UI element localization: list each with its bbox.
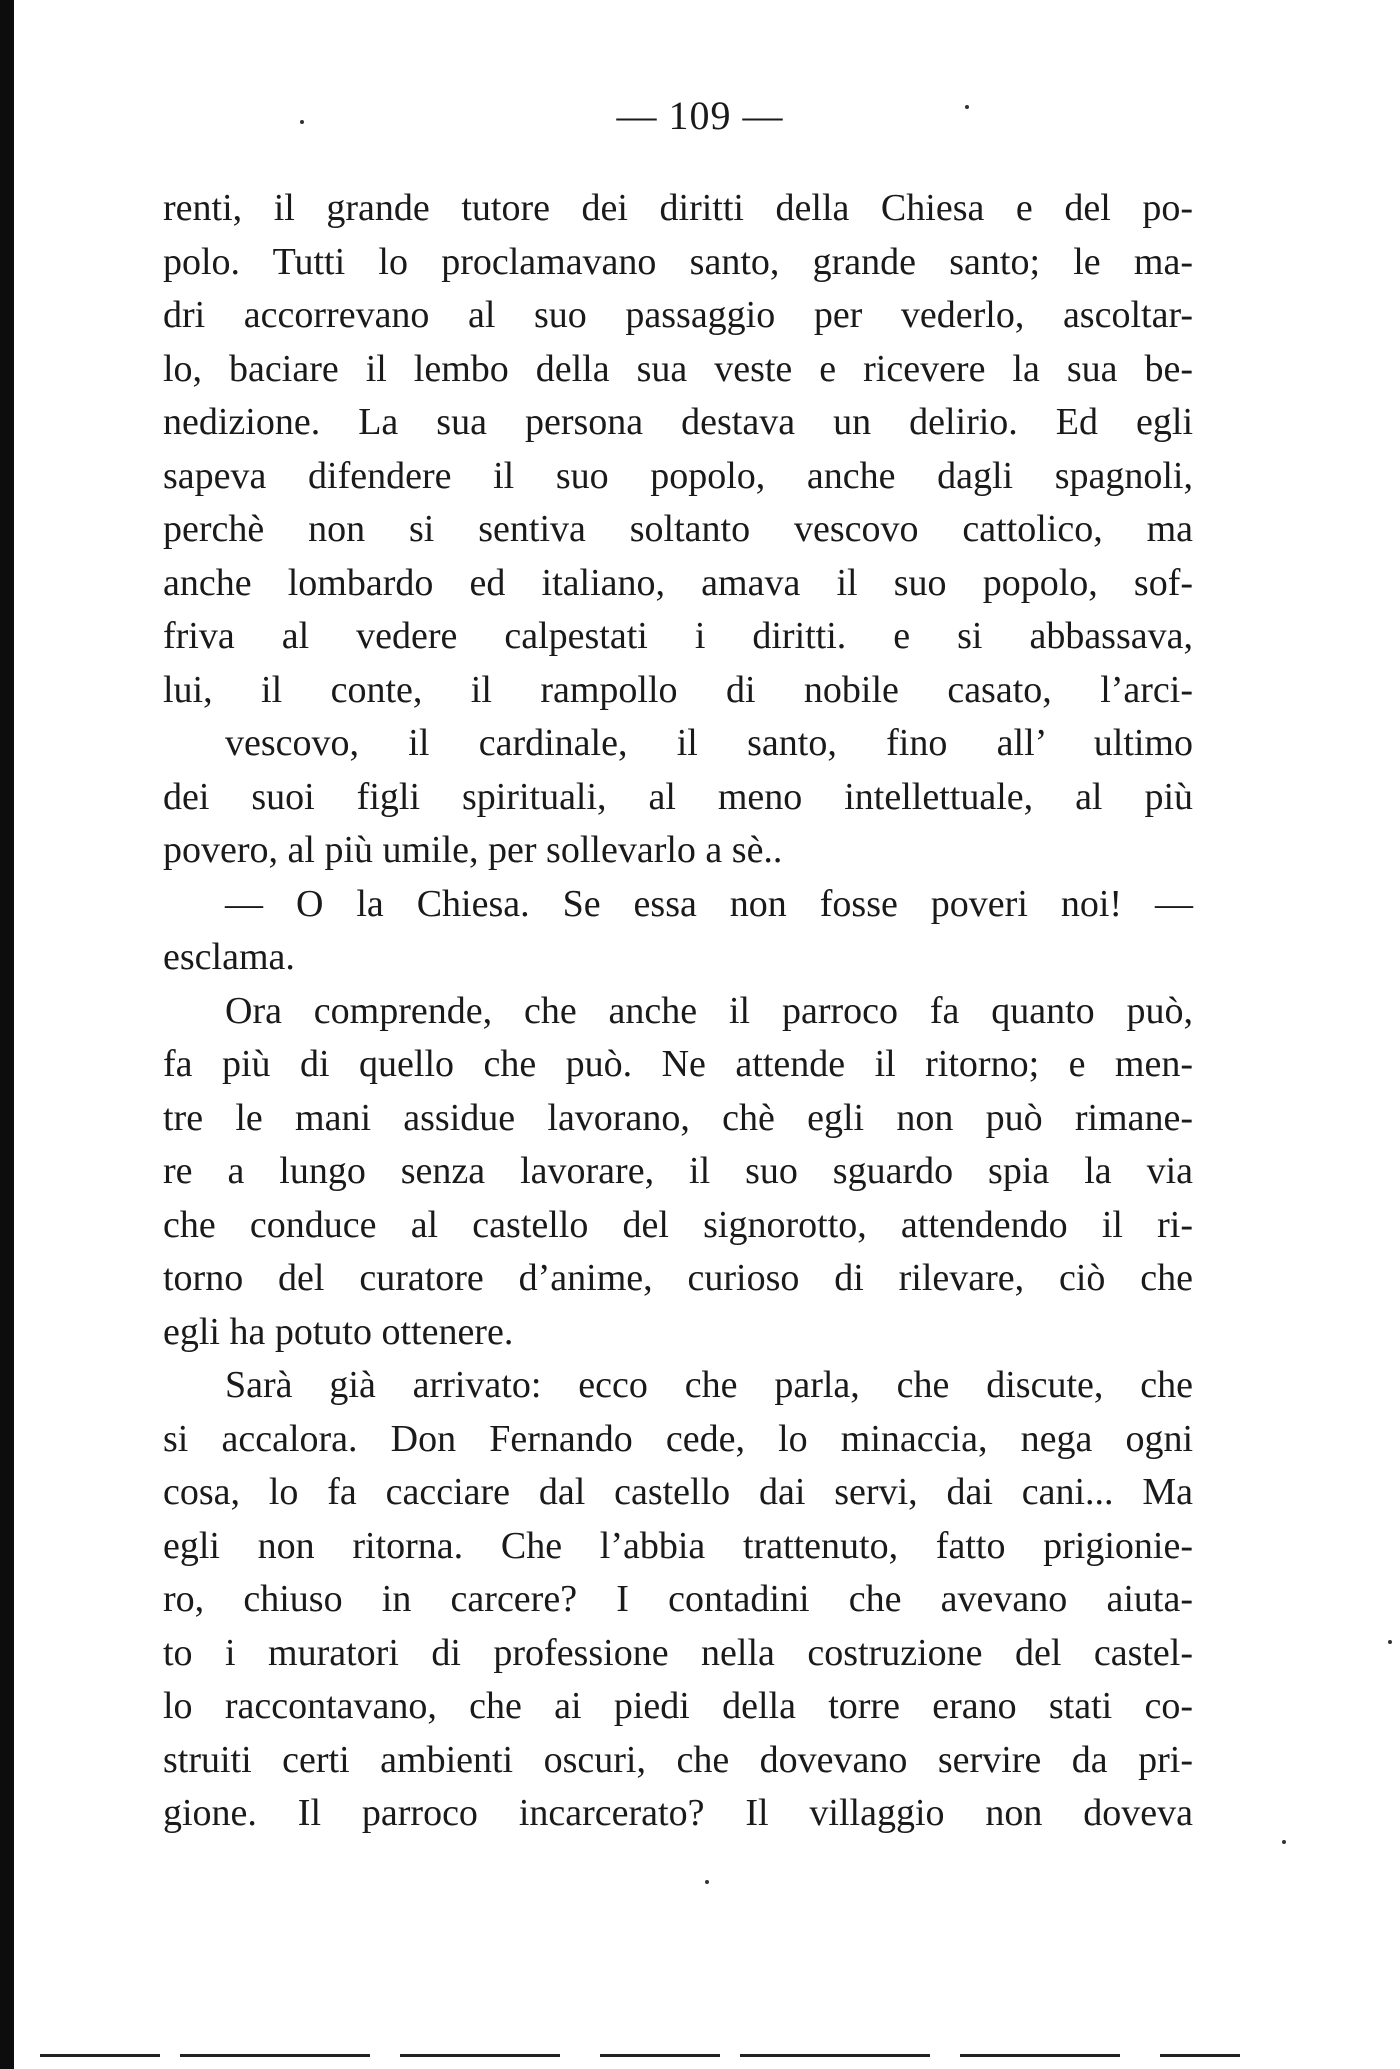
text-line: povero, al più umile, per sollevarlo a sè.. [163, 829, 783, 871]
text-line: struiti certi ambienti oscuri, che dovevano servire da pri- [163, 1738, 1193, 1781]
text-line: che conduce al castello del signorotto, attendendo il ri- [163, 1203, 1193, 1246]
text-line: si accalora. Don Fernando cede, lo minaccia, nega ogni [163, 1417, 1193, 1460]
text-line: friva al vedere calpestati i diritti. e si abbassava, [163, 615, 1193, 657]
text-line: to i muratori di professione nella costruzione del castel- [163, 1631, 1193, 1674]
text-line: lo, baciare il lembo della sua veste e ricevere la sua be- [163, 347, 1193, 390]
text-line: torno del curatore d’anime, curioso di rilevare, ciò che [163, 1257, 1193, 1299]
body-text [163, 182, 1193, 1841]
text-line: cosa, lo fa cacciare dal castello dai servi, dai cani... Ma [163, 1471, 1193, 1513]
scan-speck [1388, 1640, 1392, 1644]
scan-speck [965, 105, 969, 109]
text-line: fa più di quello che può. Ne attende il ritorno; e men- [163, 1043, 1193, 1085]
text-line: vescovo, il cardinale, il santo, fino all’ ultimo [225, 722, 1193, 764]
text-line: nedizione. La sua persona destava un delirio. Ed egli [163, 401, 1193, 443]
text-line: esclama. [163, 936, 295, 978]
text-line: lo raccontavano, che ai piedi della torre erano stati co- [163, 1685, 1193, 1727]
dialogue-line: — O la Chiesa. Se essa non fosse poveri noi! — [225, 882, 1193, 925]
scan-speck [1282, 1840, 1286, 1844]
page-number: — 109 — [616, 93, 784, 138]
text-line: anche lombardo ed italiano, amava il suo popolo, sof- [163, 561, 1193, 604]
text-line: sapeva difendere il suo popolo, anche dagli spagnoli, [163, 454, 1193, 497]
text-line: ro, chiuso in carcere? I contadini che avevano aiuta- [163, 1578, 1193, 1620]
text-line: dri accorrevano al suo passaggio per vederlo, ascoltar- [163, 294, 1193, 336]
paragraph-start-line: Ora comprende, che anche il parroco fa quanto può, [225, 989, 1193, 1032]
text-line: egli non ritorna. Che l’abbia trattenuto, fatto prigionie- [163, 1524, 1193, 1567]
text-line: polo. Tutti lo proclamavano santo, grande santo; le ma- [163, 240, 1193, 283]
text-line: re a lungo senza lavorare, il suo sguardo spia la via [163, 1150, 1193, 1192]
text-line: renti, il grande tutore dei diritti della Chiesa e del po- [163, 187, 1193, 229]
text-line: gione. Il parroco incarcerato? Il villaggio non doveva [163, 1792, 1193, 1834]
text-line: perchè non si sentiva soltanto vescovo cattolico, ma [163, 508, 1193, 550]
scan-speck [705, 1880, 709, 1884]
paragraph-start-line: Sarà già arrivato: ecco che parla, che discute, che [225, 1364, 1193, 1406]
scan-speck [300, 120, 304, 124]
text-line: egli ha potuto ottenere. [163, 1310, 514, 1353]
page-edge-shadow [0, 0, 14, 2069]
text-line: lui, il conte, il rampollo di nobile casato, l’arci- [163, 668, 1193, 711]
text-line: dei suoi figli spirituali, al meno intellettuale, al più [163, 775, 1193, 818]
text-line: tre le mani assidue lavorano, chè egli non può rimane- [163, 1096, 1193, 1139]
bottom-scan-line [40, 2054, 1240, 2057]
